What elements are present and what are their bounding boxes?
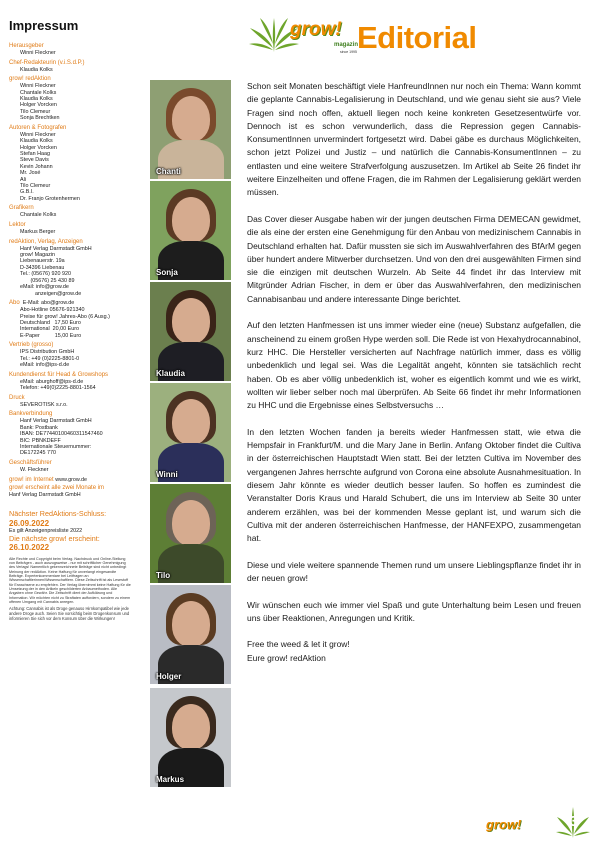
team-photo <box>150 484 231 583</box>
deadline-date: 26.09.2022 <box>9 518 50 528</box>
photo-face <box>172 197 210 243</box>
page-title: Editorial <box>357 20 477 55</box>
impressum-heading-row <box>9 299 149 307</box>
impressum-line: Bank: Postbank <box>20 424 58 431</box>
impressum-section-body <box>9 418 149 456</box>
logo-since: since 1995 <box>340 50 357 54</box>
photo-caption: Klaudia <box>156 369 185 378</box>
impressum-section <box>9 42 149 56</box>
impressum-section <box>9 299 149 339</box>
impressum-section <box>9 371 149 392</box>
impressum-title: Impressum <box>9 18 79 33</box>
schedule-label: grow! erscheint alle zwei Monate im <box>9 485 105 492</box>
impressum-line: Holger Vorcken <box>20 102 57 109</box>
impressum-line: Chantale Kolks <box>20 89 57 96</box>
impressum-section-heading: Druck <box>9 394 25 401</box>
impressum-line: Klaudia Kolks <box>20 66 53 73</box>
impressum-section-body <box>9 246 149 297</box>
internet-label: grow! im Internet <box>9 477 54 484</box>
impressum-section-body <box>9 67 149 73</box>
team-photo <box>150 688 231 787</box>
team-photo <box>150 383 231 482</box>
impressum-line: Dr. Franjo Grotenhermen <box>20 195 80 202</box>
impressum-line: Steve Davis <box>20 157 49 164</box>
impressum-line: SEVEROTISK s.r.o. <box>20 401 68 408</box>
impressum-section <box>9 459 149 473</box>
editorial-paragraph: Schon seit Monaten beschäftigt viele HanfreundInnen nur noch ein Thema: Wann kommt die geplante Cannabis-Legalisierung in Deutschland, und wie genau sieht sie aus? Viele Fragen sind noch offen, aktuell liegen noch keine konkreten Gesetzesentwürfe vor. Dennoch ist es schon verwunderlich, dass die Repression gegen Cannabis-KonsumentInnen unvermindert fortgesetzt wird. Dabei gäbe es durchaus Möglichkeiten, schon jetzt Polizei und Justiz – und natürlich die Cannabis-KonsumentInnen – zu entlasten und eine weitere Strafverfolgung auszusetzen. Im Artikel ab Seite 26 findet ihr weitere Einzelheiten und offene Fragen, die im Rahmen der Legalisierung geklärt werden müssen. <box>247 81 581 198</box>
impressum-line: Winni Fleckner <box>20 131 56 138</box>
impressum-line: W. Fleckner <box>20 466 49 473</box>
impressum-section-body <box>9 467 149 473</box>
impressum-line: Hanf Verlag Darmstadt GmbH <box>20 245 92 252</box>
impressum-line: Chantale Kolks <box>20 212 57 219</box>
photo-face <box>172 704 210 750</box>
impressum-line: Kevin Johann <box>20 163 53 170</box>
next-issue-label: Die nächste grow! erscheint: <box>9 533 100 543</box>
team-photo <box>150 585 231 684</box>
impressum-section-heading: Geschäftsführer <box>9 459 52 466</box>
impressum-line: Tel.: (05676) 920 920 <box>20 271 71 278</box>
impressum-line: Telefon: +49(0)2225-8801-1564 <box>20 385 96 392</box>
impressum-line: Holger Vorcken <box>20 144 57 151</box>
impressum-line: BIC: PBNKDEFF <box>20 437 61 444</box>
impressum-section-heading: Vertrieb (grosso) <box>9 342 54 349</box>
deadline-block <box>9 510 149 553</box>
impressum-section <box>9 221 149 235</box>
impressum-line: International 20,00 Euro <box>20 326 80 333</box>
impressum-line: Internationale Steuernummer: <box>20 443 92 450</box>
impressum-section-heading: grow! redAktion <box>9 76 51 83</box>
impressum-line: Liebenauerstr. 19a <box>20 258 65 265</box>
impressum-line: Hanf Verlag Darmstadt GmbH <box>20 418 92 425</box>
impressum-section <box>9 238 149 297</box>
impressum-line: D-34396 Liebenau <box>20 264 65 271</box>
impressum-line: Abo-Hotline 05676-921340 <box>20 307 85 314</box>
impressum-section-body <box>9 132 149 202</box>
impressum-line: eMail: info@ips-d.de <box>20 362 70 369</box>
impressum-line: Winni Fleckner <box>20 83 56 90</box>
page-number: 3 <box>569 813 578 830</box>
impressum-section-body <box>9 50 149 56</box>
impressum-line: (05676) 25 430 89 <box>20 277 75 284</box>
photo-caption: Winni <box>156 470 178 479</box>
impressum-section <box>9 75 149 121</box>
impressum-section-body <box>9 379 149 392</box>
impressum-section-heading: Chef-Redakteurin (v.i.S.d.P.) <box>9 59 85 66</box>
internet-url[interactable]: www.grow.de <box>55 477 87 484</box>
photo-caption: Tilo <box>156 571 171 580</box>
photo-caption: Chanti <box>156 167 181 176</box>
impressum-section-body <box>9 83 149 121</box>
logo-subtitle: magazin <box>334 42 359 48</box>
impressum-section-heading: Bankverbindung <box>9 411 53 418</box>
editorial-paragraph: Auf den letzten Hanfmessen ist uns immer wieder eine (neue) Substanz aufgefallen, die anscheinend zu einem großen Hype werden soll. Die Rede ist von Hexahydrocannabinol, kurz HHC. Die Hersteller versicherten auf Nachfrage natürlich immer, dass es völlig unbedenklich und legal sei. Was die Legalität angeht, könnten sie tatsächlich recht haben. Ob es aber völlig unbedenklich ist, woher es eigentlich kommt und wie es wirkt, wollten wir lieber selber noch mal überprüfen. Ab Seite 66 findet ihr mehr Informationen zu HHC und die Ergebnisse eines Selbstversuchs … <box>247 320 581 411</box>
legal-notice: Alle Rechte und Copyright beim Verlag. Nachdruck und Online-Stellung von Beiträgen - auch auszugsweise - nur mit schriftlicher Genehmigung des Verlags! Namentlich gekennzeichnete Beiträge sind nicht unbedingt Meinung der redAktion. Keine Haftung für unverlangt eingesandte Beiträge. Expertenkommentare bei Leitfragen an Wissenschaftlerinnen/Wissenschaftlern. Diese Zeitschrift ist als Lesestoff für Erwachsene zu empfehlen. Der Verlag übernimmt keine Haftung für die Umsetzung der in den Artikeln geschilderten Anbaumethoden. Alle Angaben ohne Gewähr. Die Zeitschrift dient der Aufklärung und Information. Wir möchten nicht zu Straftaten auffordern, sondern zu einem offenen Umgang mit Cannabis anregen. <box>9 556 131 604</box>
impressum-line: Tilo Clemeur <box>20 108 51 115</box>
impressum-line: Stefan Haag <box>20 151 50 158</box>
impressum-line: IPS Distribution GmbH <box>20 349 75 356</box>
impressum-section-body <box>9 349 149 368</box>
impressum-section-body <box>9 229 149 235</box>
photo-caption: Markus <box>156 775 185 784</box>
editorial-paragraph: Diese und viele weitere spannende Themen rund um unsere Lieblingspflanze findet ihr in der neuen grow! <box>247 559 581 583</box>
editorial-paragraph: Wir wünschen euch wie immer viel Spaß und gute Unterhaltung beim Lesen und freuen uns über Reaktionen, Anregungen und Kritik. <box>247 599 581 623</box>
footer-logo-wordmark: grow! <box>486 817 522 832</box>
impressum-line: Mr. José <box>20 170 41 177</box>
impressum-line: Tilo Clemeur <box>20 183 51 190</box>
impressum-line: Deutschland 17,50 Euro <box>20 319 81 326</box>
impressum-section-heading: Lektor <box>9 222 26 229</box>
editorial-body <box>247 80 581 665</box>
drug-warning-note: Achtung: Cannabis ist als Droge genauso Hirnkompatibel wie jede andere Droge auch. Seien Sie vorsichtig beim Drogenkonsum und informieren Sie sich vor dem Konsum über die Wirkungen! <box>9 606 130 621</box>
editorial-signoff-motto: Free the weed & let it grow! <box>247 639 350 650</box>
impressum-section-body <box>9 307 149 339</box>
deadline-label: Nächster RedAktions-Schluss: <box>9 508 107 518</box>
photo-caption: Holger <box>156 672 182 681</box>
photo-face <box>172 601 210 647</box>
impressum-section-heading: Kundendienst für Head & Growshops <box>9 371 109 378</box>
editorial-signoff: Eure grow! redAktion <box>247 652 326 663</box>
photo-face <box>172 500 210 546</box>
logo-wordmark: grow! <box>290 19 342 40</box>
impressum-line: E-Paper 15,00 Euro <box>20 332 82 339</box>
impressum-section <box>9 341 149 368</box>
photo-caption: Sonja <box>156 268 178 277</box>
photo-face <box>172 96 210 142</box>
impressum-section-heading: redAktion, Verlag, Anzeigen <box>9 238 83 245</box>
impressum-line: eMail: info@grow.de <box>20 284 69 291</box>
impressum-line: anzeigen@grow.de <box>20 290 82 297</box>
impressum-sections <box>9 42 149 473</box>
impressum-section-heading: Autoren & Fotografen <box>9 124 67 131</box>
editorial-paragraph: In den letzten Wochen fanden ja bereits wieder Hanfmessen statt, wie etwa die Hempsfair in Frankfurt/M. und die Mary Jane in Berlin. Anfang Oktober findet die Cultiva in der österreichischen Hauptstadt Wien statt. Bei der letzten Cultiva im November des vergangenen Jahres herrschte aufgrund von Corona eine absolute Ausnahmesituation. In diesem Jahr könnte es wieder deutlich besser laufen. So hoffen es zumindest die Veranstalter Doris Kraus und Harald Schubert, die uns im Interview ab Seite 30 unter anderem erzählen, was bei der kommenden Messe geplant ist, und warum sich die Cultiva mit der anderen österreichischen Hanfmesse, der HANFEXPO, zusammengetan hat. <box>247 426 581 544</box>
impressum-line: DE172245 770 <box>20 450 56 457</box>
photo-face <box>172 399 210 445</box>
impressum-section-body <box>9 402 149 408</box>
impressum-line: eMail: aburghoff@ips-d.de <box>20 378 84 385</box>
team-photo <box>150 80 231 179</box>
impressum-line: Winni Fleckner <box>20 50 56 56</box>
team-photo <box>150 181 231 280</box>
impressum-section <box>9 204 149 218</box>
price-list-note: Es gilt Anzeigenpreisliste 2022 <box>9 527 83 534</box>
impressum-line: Tel.: +49 (0)2225-8801-0 <box>20 355 80 362</box>
team-photo <box>150 282 231 381</box>
schedule-publisher: Hanf Verlag Darmstadt GmbH <box>9 492 81 499</box>
impressum-column <box>9 18 149 622</box>
impressum-line: Klaudia Kolks <box>20 96 53 102</box>
impressum-line: Sonja Brechtken <box>20 115 60 122</box>
internet-block <box>9 476 149 499</box>
impressum-section <box>9 124 149 202</box>
impressum-section-heading: Grafikern <box>9 205 34 212</box>
photo-face <box>172 298 210 344</box>
impressum-line: Markus Berger <box>20 229 56 236</box>
impressum-line: Ali <box>20 176 26 183</box>
impressum-line: G.B.I. <box>20 189 34 196</box>
impressum-line: IBAN: DE77440100460311547460 <box>20 431 103 438</box>
impressum-line: Preise für grow! Jahres-Abo (6 Ausg.) <box>20 313 110 320</box>
editorial-paragraph: Das Cover dieser Ausgabe haben wir der jungen deutschen Firma DEMECAN gewidmet, die als eine der ersten eine Genehmigung für den Anbau von medizinischem Cannabis in Deutschland erhalten hat. Dafür mussten sie sich im Auswahlverfahren des BfArM gegen über hundert andere Mitwerber durchsetzen. Und von den drei ausgewählten Firmen sind sie die einzigen mit deutschen Wurzeln. Ab Seite 44 findet ihr das Interview mit Mitgründer Adrian Fischer, in dem er über das Auswahlverfahren, den medizinischen Cannabisanbau und andere interessante Dinge berichtet. <box>247 213 581 304</box>
impressum-section-body <box>9 212 149 218</box>
impressum-line: Klaudia Kolks <box>20 138 53 145</box>
impressum-heading-suffix: E-Mail: abo@grow.de <box>22 300 75 307</box>
next-issue-date: 26.10.2022 <box>9 543 50 553</box>
impressum-section <box>9 394 149 408</box>
impressum-section <box>9 410 149 456</box>
impressum-section-heading: Herausgeber <box>9 43 44 49</box>
impressum-line: grow! Magazin <box>20 252 56 259</box>
impressum-section <box>9 59 149 73</box>
impressum-section-heading: Abo <box>9 300 20 307</box>
